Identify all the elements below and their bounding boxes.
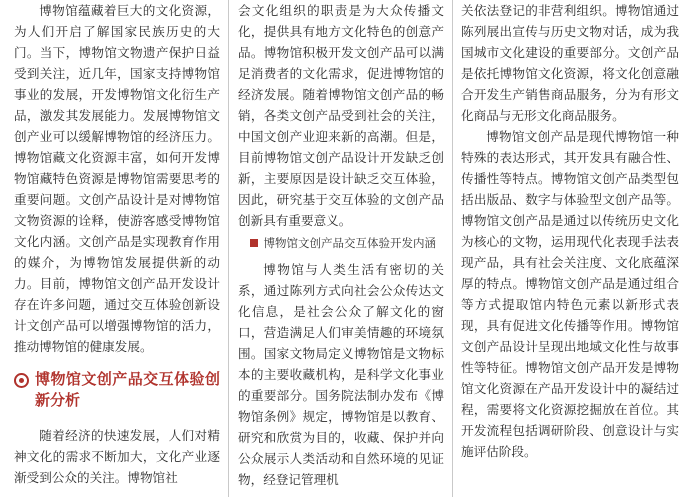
text-column-3 <box>461 0 679 497</box>
subsection-heading <box>238 233 444 253</box>
square-bullet-icon <box>250 239 258 247</box>
paragraph: 关依法登记的非营利组织。博物馆通过陈列展出宣传与历史文物对话，成为我国城市文化建设的重要部分。文创产品是依托博物馆文化资源，将文化创意融合开发生产销售商品服务，分为有形文化商品与无形文化商品服务。 <box>461 3 679 123</box>
paragraph: 随着经济的快速发展，人们对精神文化的需求不断加大，文化产业逐渐受到公众的关注。博物馆社 <box>14 428 220 485</box>
column-divider <box>228 0 229 497</box>
target-bullet-icon <box>14 373 29 388</box>
paragraph: 博物馆蕴藏着巨大的文化资源，为人们开启了解国家民族历史的大门。当下，博物馆文物遗产保护日益受到关注，近几年，国家支持博物馆事业的发展，开发博物馆文化衍生产品，激发其发展能力。发展博物馆文创产业可以缓解博物馆的经济压力。博物馆藏文化资源丰富，如何开发博物馆藏特色资源是博物馆需要思考的重要问题。文创产品设计是对博物馆文物资源的诠释，使游客感受博物馆文化内涵。文创产品是实现教育作用的媒介，为博物馆发展提供新的动力。目前，博物馆文创产品开发设计存在许多问题，通过交互体验创新设计文创产品可以增强博物馆的活力，推动博物馆的健康发展。 <box>14 3 220 354</box>
column-divider <box>452 0 453 497</box>
text-column-2 <box>238 0 444 497</box>
section-title: 博物馆文创产品交互体验创新分析 <box>35 370 220 409</box>
subsection-title: 博物馆文创产品交互体验开发内涵 <box>263 236 436 250</box>
paragraph: 博物馆文创产品是现代博物馆一种特殊的表达形式，其开发具有融合性、传播性等特点。博物馆文创产品类型包括出版品、数字与体验型文创产品等。博物馆文创产品是通过以传统历史文化为核心的文物，运用现代化表现手法表现产品，具有社会关注度、文化底蕴深厚的特点。博物馆文创产品是通过组合等方式提取馆内特色元素以新形式表现，具有促进文化传播等作用。博物馆文创产品设计呈现出地域文化性与故事性等特征。博物馆文创产品开发是博物馆文化资源在产品开发设计中的凝结过程，需要将文化资源挖掘放在首位。其开发流程包括调研阶段、创意设计与实施评估阶段。 <box>461 129 679 459</box>
paragraph: 会文化组织的职责是为大众传播文化，提供具有地方文化特色的创意产品。博物馆积极开发文创产品可以满足消费者的文化需求，促进博物馆的经济发展。随着博物馆文创产品的畅销，各类文创产品受到社会的关注，中国文创产业迎来新的高潮。但是，目前博物馆文创产品设计开发缺乏创新，主要原因是设计缺乏交互体验，因此，研究基于交互体验的文创产品创新具有重要意义。 <box>238 3 444 228</box>
text-column-1 <box>14 0 220 497</box>
paragraph: 博物馆与人类生活有密切的关系，通过陈列方式向社会公众传达文化信息，是社会公众了解文化的窗口，营造满足人们审美情趣的环境氛围。国家文物局定义博物馆是文物标本的主要收藏机构，是科学文化事业的重要部分。国务院法制办发布《博物馆条例》规定，博物馆是以教育、研究和欣赏为目的，收藏、保护并向公众展示人类活动和自然环境的见证物，经登记管理机 <box>238 262 444 487</box>
section-heading <box>14 369 220 411</box>
